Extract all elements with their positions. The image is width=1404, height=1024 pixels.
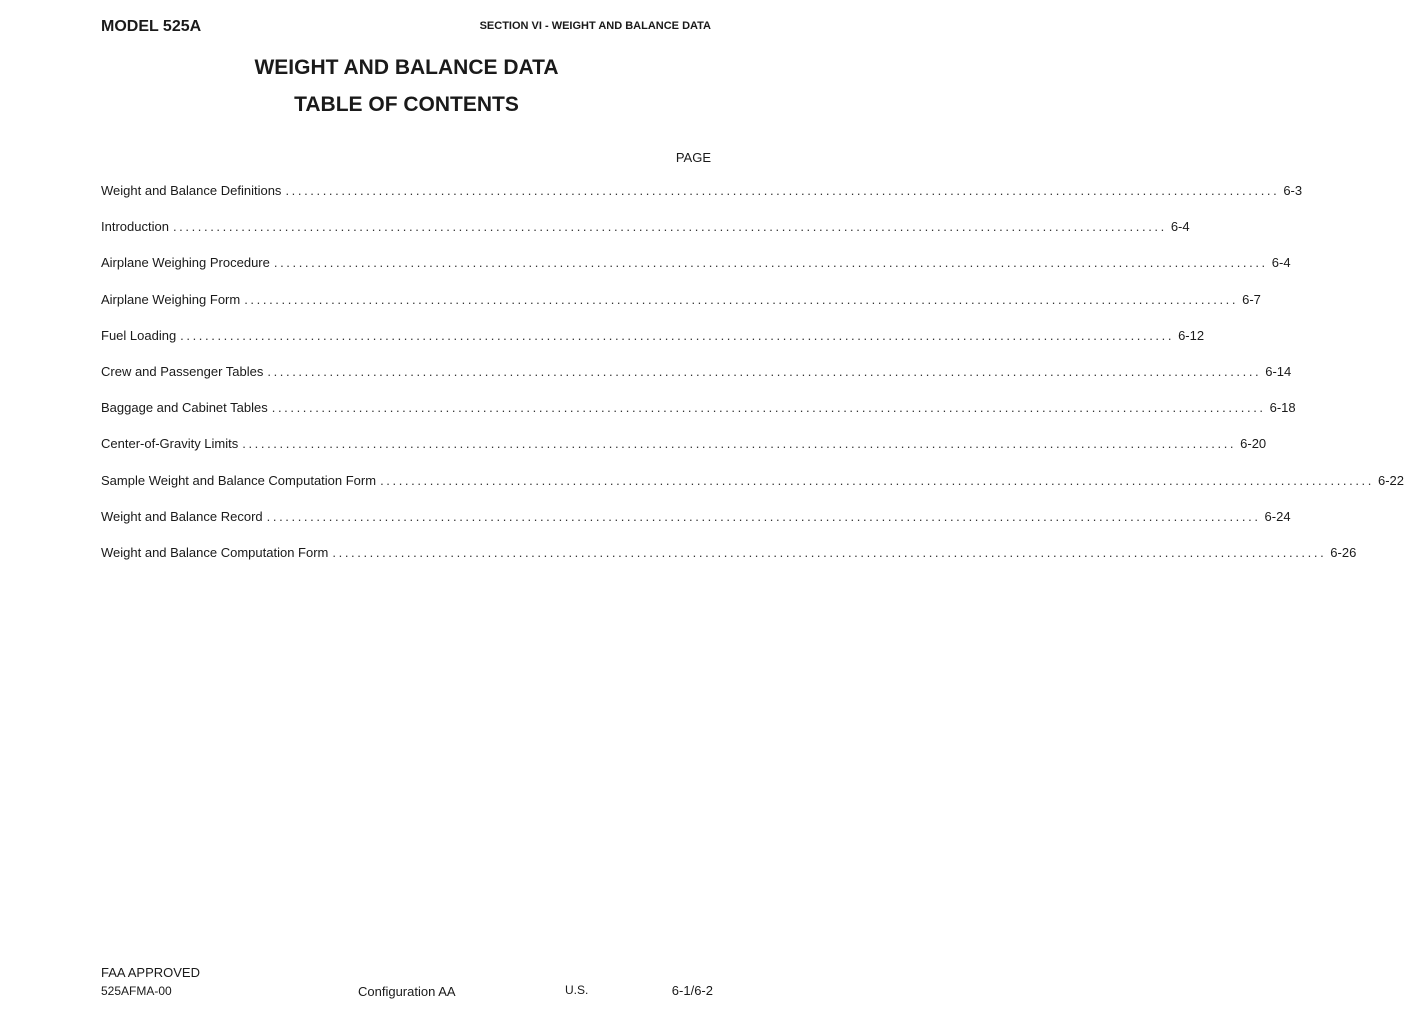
- region-label: U.S.: [565, 983, 589, 997]
- section-label: SECTION VI - WEIGHT AND BALANCE DATA: [479, 20, 711, 32]
- toc-leader-dots: ................................................................................................................................................................: [271, 400, 1266, 416]
- toc-entry-label: Weight and Balance Computation Form: [101, 544, 329, 560]
- toc-entry-page: 6-3: [1283, 183, 1303, 198]
- toc-entry-page: 6-4: [1271, 255, 1291, 271]
- toc-entry-label: Introduction: [101, 219, 169, 235]
- toc-entry-label: Sample Weight and Balance Computation Form: [101, 472, 377, 488]
- toc-entry-label: Fuel Loading: [101, 327, 177, 343]
- toc-entry: [101, 363, 1292, 400]
- toc-entry-page: 6-7: [1242, 291, 1261, 307]
- toc-entry: [101, 544, 1357, 581]
- page-number: 6-1/6-2: [671, 983, 713, 998]
- page-column-heading: PAGE: [675, 150, 711, 165]
- toc-entry: [101, 219, 1190, 255]
- toc-leader-dots: ................................................................................................................................................................: [332, 544, 1327, 560]
- toc-entry-label: Weight and Balance Record: [101, 508, 263, 524]
- toc-leader-dots: ................................................................................................................................................................: [266, 508, 1261, 524]
- toc-entry-page: 6-22: [1377, 472, 1404, 488]
- toc-entry-label: Airplane Weighing Procedure: [101, 255, 270, 271]
- toc-entry: [101, 472, 1404, 509]
- model-label: MODEL 525A: [101, 18, 202, 35]
- toc-leader-dots: ................................................................................................................................................................: [380, 472, 1374, 488]
- toc-entry-page: 6-26: [1330, 544, 1357, 560]
- page-subtitle: TABLE OF CONTENTS: [294, 93, 519, 116]
- toc-leader-dots: ................................................................................................................................................................: [273, 255, 1268, 271]
- configuration-label: Configuration AA: [358, 984, 456, 999]
- toc-entry-label: Airplane Weighing Form: [101, 291, 241, 307]
- toc-entry: [101, 255, 1291, 291]
- toc-entry-label: Baggage and Cabinet Tables: [101, 400, 268, 416]
- toc-entry: [101, 183, 1303, 219]
- toc-leader-dots: ................................................................................................................................................................: [244, 291, 1239, 307]
- faa-approval: FAA APPROVED: [101, 965, 200, 980]
- toc-entry-page: 6-24: [1264, 508, 1291, 524]
- document-number: 525AFMA-00: [101, 984, 172, 998]
- toc-entry-page: 6-20: [1240, 436, 1267, 452]
- toc-entry-label: Crew and Passenger Tables: [101, 363, 264, 379]
- toc-entry-page: 6-4: [1170, 219, 1190, 235]
- toc-entry: [101, 400, 1296, 436]
- toc-leader-dots: ................................................................................................................................................................: [267, 363, 1262, 379]
- toc-entry: [101, 291, 1261, 328]
- toc-entry: [101, 508, 1291, 545]
- toc-leader-dots: ................................................................................................................................................................: [242, 436, 1237, 452]
- toc-leader-dots: ................................................................................................................................................................: [180, 327, 1175, 343]
- toc-entry: [101, 327, 1205, 364]
- toc-entry-label: Center-of-Gravity Limits: [101, 436, 239, 452]
- page-title: WEIGHT AND BALANCE DATA: [254, 56, 559, 79]
- table-of-contents: [101, 183, 1404, 581]
- toc-entry-page: 6-12: [1178, 327, 1205, 343]
- toc-entry-page: 6-18: [1269, 400, 1296, 416]
- toc-leader-dots: ................................................................................................................................................................: [172, 219, 1167, 235]
- toc-entry: [101, 436, 1267, 472]
- toc-entry-page: 6-14: [1265, 363, 1292, 379]
- toc-leader-dots: ................................................................................................................................................................: [285, 183, 1280, 198]
- toc-entry-label: Weight and Balance Definitions: [101, 183, 282, 198]
